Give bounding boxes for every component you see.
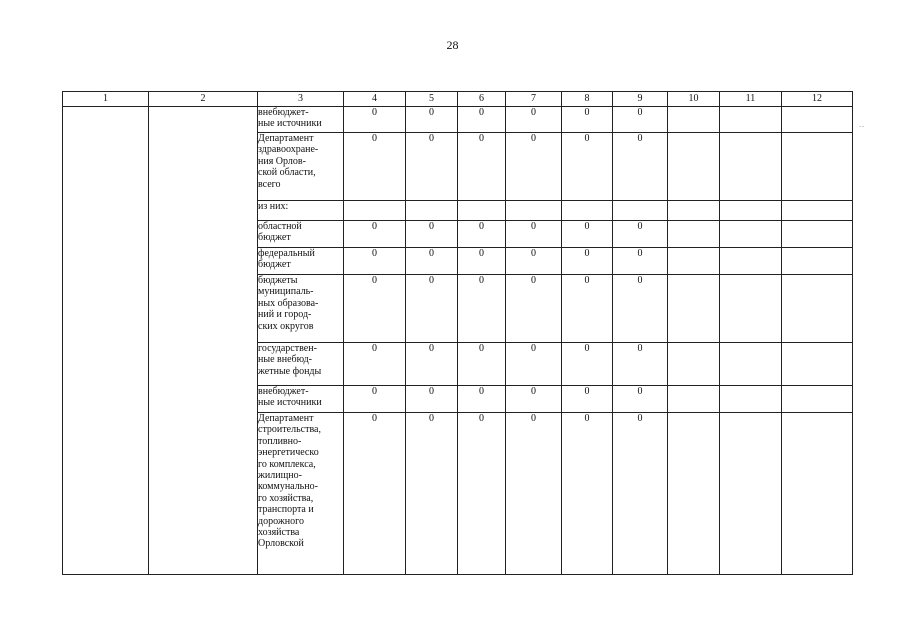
value-cell: 0 <box>406 413 458 575</box>
row-label <box>258 275 344 343</box>
value-cell: 0 <box>406 343 458 386</box>
budget-table <box>62 91 853 575</box>
value-cell <box>668 275 720 343</box>
value-cell: 0 <box>458 275 506 343</box>
value-cell: 0 <box>506 248 562 275</box>
value-cell <box>668 201 720 221</box>
value-cell: 0 <box>562 343 613 386</box>
value-cell <box>668 343 720 386</box>
value-cell <box>668 413 720 575</box>
value-cell <box>720 343 782 386</box>
value-cell: 0 <box>458 248 506 275</box>
value-cell: 0 <box>613 248 668 275</box>
row-label-line: Департамент <box>258 413 314 424</box>
row-label-line: ных образова- <box>258 297 319 309</box>
value-cell: 0 <box>562 133 613 201</box>
value-cell: 0 <box>344 413 406 575</box>
col-header: 2 <box>149 92 258 107</box>
value-cell <box>668 248 720 275</box>
value-cell <box>562 201 613 221</box>
value-cell: 0 <box>506 413 562 575</box>
row-label-line: го комплекса, <box>258 458 316 470</box>
value-cell <box>782 413 853 575</box>
col-header: 6 <box>458 92 506 107</box>
row-label-line: бюджет <box>258 259 291 271</box>
col-header: 5 <box>406 92 458 107</box>
row-label <box>258 248 344 275</box>
row-label <box>258 221 344 248</box>
table-body <box>63 107 853 575</box>
value-cell <box>613 201 668 221</box>
row-label-line: ные источники <box>258 397 322 409</box>
value-cell <box>406 201 458 221</box>
value-cell: 0 <box>406 275 458 343</box>
row-label-line: внебюджет- <box>258 386 309 397</box>
value-cell: 0 <box>458 413 506 575</box>
value-cell: 0 <box>458 107 506 133</box>
value-cell: 0 <box>344 386 406 413</box>
row-label-line: бюджет <box>258 232 291 244</box>
value-cell: 0 <box>613 413 668 575</box>
value-cell: 0 <box>344 107 406 133</box>
col-header: 1 <box>63 92 149 107</box>
col-header: 3 <box>258 92 344 107</box>
row-label-line: го хозяйства, <box>258 492 314 504</box>
row-label <box>258 386 344 413</box>
value-cell: 0 <box>562 386 613 413</box>
value-cell <box>720 133 782 201</box>
value-cell: 0 <box>613 107 668 133</box>
value-cell <box>458 201 506 221</box>
value-cell: 0 <box>406 133 458 201</box>
value-cell <box>782 221 853 248</box>
row-label-line: топливно- <box>258 435 302 447</box>
value-cell: 0 <box>613 133 668 201</box>
value-cell: 0 <box>406 386 458 413</box>
page-number: 28 <box>446 38 459 52</box>
col-header: 7 <box>506 92 562 107</box>
value-cell: 0 <box>562 107 613 133</box>
value-cell: 0 <box>406 248 458 275</box>
value-cell <box>668 386 720 413</box>
row-label-line: ния Орлов- <box>258 155 306 167</box>
row-label-line: из них: <box>258 201 289 212</box>
table-row <box>63 107 853 133</box>
value-cell: 0 <box>506 275 562 343</box>
value-cell <box>668 107 720 133</box>
value-cell: 0 <box>344 248 406 275</box>
value-cell <box>720 107 782 133</box>
value-cell <box>782 107 853 133</box>
col-1-cell <box>63 107 149 575</box>
value-cell: 0 <box>406 107 458 133</box>
row-label-line: коммунально- <box>258 481 318 493</box>
row-label-line: Департамент <box>258 133 314 144</box>
row-label <box>258 413 344 575</box>
row-label-line: здравоохране- <box>258 144 319 156</box>
value-cell <box>668 133 720 201</box>
value-cell: 0 <box>562 248 613 275</box>
value-cell: 0 <box>506 386 562 413</box>
value-cell <box>782 275 853 343</box>
row-label-line: ских округов <box>258 320 314 332</box>
row-label-line: энергетическо <box>258 447 319 459</box>
value-cell <box>720 248 782 275</box>
value-cell: 0 <box>344 221 406 248</box>
value-cell <box>720 221 782 248</box>
row-label-line: ской области, <box>258 167 316 179</box>
row-label-line: ные источники <box>258 118 322 130</box>
value-cell: 0 <box>613 343 668 386</box>
value-cell: 0 <box>506 107 562 133</box>
stray-mark: .. <box>859 120 865 129</box>
row-label-line: бюджеты <box>258 275 298 286</box>
value-cell: 0 <box>506 133 562 201</box>
value-cell: 0 <box>458 221 506 248</box>
value-cell: 0 <box>458 133 506 201</box>
value-cell: 0 <box>562 221 613 248</box>
col-header: 9 <box>613 92 668 107</box>
value-cell <box>720 201 782 221</box>
value-cell: 0 <box>506 221 562 248</box>
col-header: 4 <box>344 92 406 107</box>
col-header: 11 <box>720 92 782 107</box>
value-cell <box>720 275 782 343</box>
col-header: 10 <box>668 92 720 107</box>
value-cell: 0 <box>344 275 406 343</box>
row-label-line: дорожного <box>258 515 304 527</box>
row-label-line: жетные фонды <box>258 365 322 377</box>
value-cell <box>782 248 853 275</box>
row-label <box>258 201 344 221</box>
row-label-line: государствен- <box>258 343 317 354</box>
value-cell: 0 <box>613 221 668 248</box>
row-label-line: строительства, <box>258 424 321 436</box>
row-label <box>258 343 344 386</box>
value-cell: 0 <box>506 343 562 386</box>
value-cell: 0 <box>613 386 668 413</box>
value-cell <box>782 133 853 201</box>
row-label <box>258 107 344 133</box>
row-label-line: областной <box>258 221 302 232</box>
value-cell <box>782 343 853 386</box>
value-cell <box>344 201 406 221</box>
row-label-line: жилищно- <box>258 470 302 482</box>
value-cell: 0 <box>613 275 668 343</box>
col-2-cell <box>149 107 258 575</box>
value-cell: 0 <box>562 413 613 575</box>
value-cell: 0 <box>344 343 406 386</box>
value-cell <box>668 221 720 248</box>
row-label-line: всего <box>258 178 281 190</box>
col-header: 8 <box>562 92 613 107</box>
value-cell: 0 <box>406 221 458 248</box>
value-cell <box>720 386 782 413</box>
col-header: 12 <box>782 92 853 107</box>
row-label-line: транспорта и <box>258 504 314 516</box>
row-label-line: ные внебюд- <box>258 354 312 366</box>
value-cell <box>782 201 853 221</box>
row-label-line: федеральный <box>258 248 315 259</box>
value-cell <box>506 201 562 221</box>
row-label-line: муниципаль- <box>258 286 314 298</box>
row-label-line: внебюджет- <box>258 107 309 118</box>
value-cell <box>720 413 782 575</box>
row-label-line: ний и город- <box>258 309 312 321</box>
value-cell: 0 <box>562 275 613 343</box>
value-cell: 0 <box>458 386 506 413</box>
value-cell: 0 <box>344 133 406 201</box>
row-label-line: хозяйства <box>258 527 300 539</box>
header-row <box>63 92 853 107</box>
row-label <box>258 133 344 201</box>
row-label-line: Орловской <box>258 538 304 550</box>
value-cell <box>782 386 853 413</box>
value-cell: 0 <box>458 343 506 386</box>
